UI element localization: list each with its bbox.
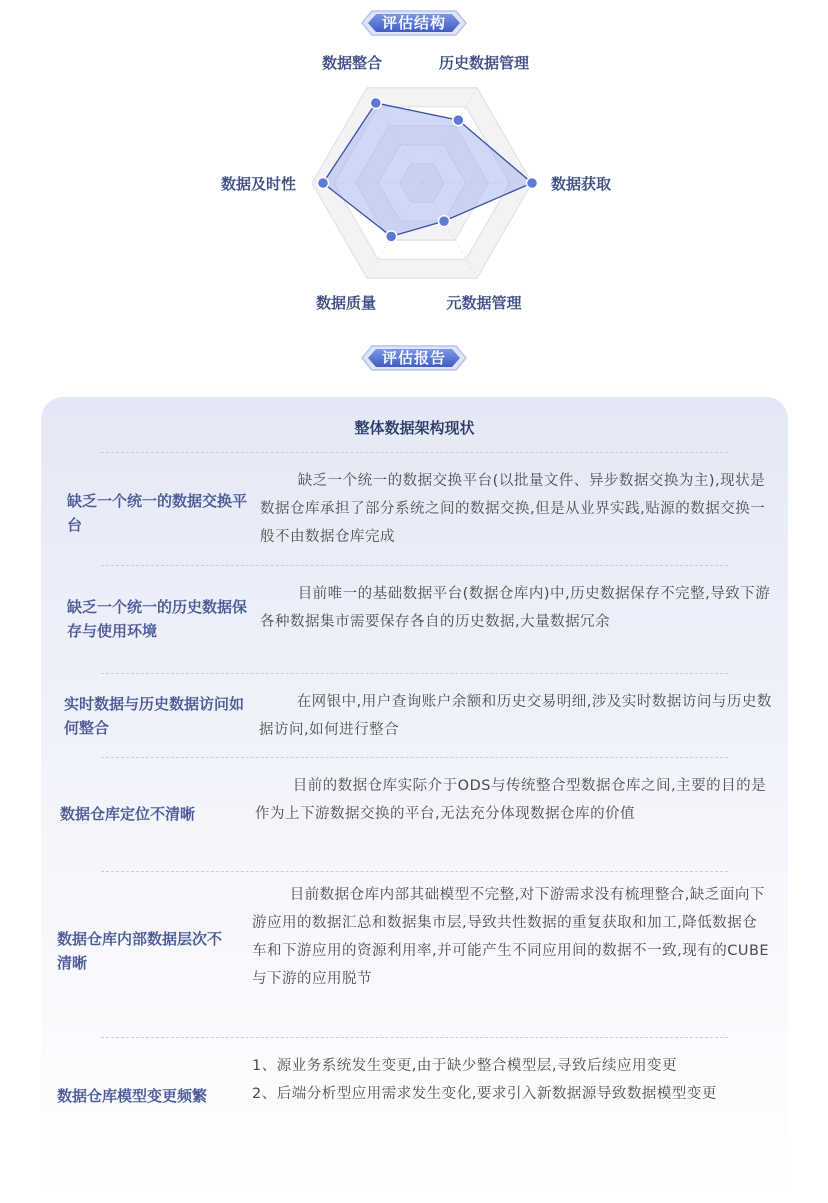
report-title: 整体数据架构现状 xyxy=(354,419,475,437)
radar-chart xyxy=(0,40,828,330)
radar-point xyxy=(370,97,381,108)
row-text: 在网银中,用户查询账户余额和历史交易明细,涉及实时数据访问与历史数据访问,如何进行整合 xyxy=(259,694,772,738)
row-text xyxy=(252,1052,772,1108)
report-badge xyxy=(358,343,470,373)
row-label: 数据仓库内部数据层次不清晰 xyxy=(57,930,223,972)
report-row xyxy=(41,580,788,670)
report-badge-label: 评估报告 xyxy=(381,349,446,367)
row-text: 缺乏一个统一的数据交换平台(以批量文件、异步数据交换为主),现状是数据仓库承担了部分系统之间的数据交换,但是从业界实践,贴源的数据交换一般不由数据仓库完成 xyxy=(260,473,766,545)
row-text-line-2: 2、后端分析型应用需求发生变化,要求引入新数据源导致数据模型变更 xyxy=(252,1086,717,1102)
divider xyxy=(101,673,728,674)
row-label: 缺乏一个统一的数据交换平台 xyxy=(67,492,248,534)
radar-axis-label: 历史数据管理 xyxy=(438,54,530,72)
row-label: 数据仓库模型变更频繁 xyxy=(57,1087,208,1105)
report-row xyxy=(41,1052,788,1172)
radar-point xyxy=(318,178,329,189)
structure-badge-label: 评估结构 xyxy=(381,14,446,32)
divider xyxy=(101,452,728,453)
row-label: 实时数据与历史数据访问如何整合 xyxy=(64,695,245,737)
row-label: 缺乏一个统一的历史数据保存与使用环境 xyxy=(67,598,248,640)
divider xyxy=(101,871,728,872)
row-text: 目前的数据仓库实际介于ODS与传统整合型数据仓库之间,主要的目的是作为上下游数据交换的平台,无法充分体现数据仓库的价值 xyxy=(255,778,767,822)
report-row xyxy=(41,881,788,1026)
radar-point xyxy=(453,115,464,126)
radar-point xyxy=(527,178,538,189)
divider xyxy=(101,757,728,758)
divider xyxy=(101,1037,728,1038)
divider xyxy=(101,565,728,566)
radar-axis-label: 数据整合 xyxy=(321,54,383,72)
radar-axis-label: 数据质量 xyxy=(315,294,377,312)
report-row xyxy=(41,772,788,862)
row-text-line-1: 1、源业务系统发生变更,由于缺少整合模型层,寻致后续应用变更 xyxy=(252,1058,677,1074)
radar-axis-label: 元数据管理 xyxy=(446,294,522,312)
report-row xyxy=(41,467,788,567)
radar-point xyxy=(439,216,450,227)
radar-axis-label: 数据及时性 xyxy=(220,175,296,193)
report-row xyxy=(41,688,788,750)
radar-axis-label: 数据获取 xyxy=(551,175,612,193)
radar-point xyxy=(386,231,397,242)
row-label: 数据仓库定位不清晰 xyxy=(60,805,196,823)
row-text: 目前数据仓库内部其础模型不完整,对下游需求没有梳理整合,缺乏面向下游应用的数据汇总和数据集市层,导致共性数据的重复获取和加工,降低数据仓车和下游应用的资源利用率,并可能产生不同应用间的数据不一致,现有的CUBE与下游的应用脱节 xyxy=(252,887,770,987)
structure-badge xyxy=(358,8,470,38)
report-card xyxy=(41,397,788,1203)
row-text: 目前唯一的基础数据平台(数据仓库内)中,历史数据保存不完整,导致下游各种数据集市需要保存各自的历史数据,大量数据冗余 xyxy=(260,586,771,630)
